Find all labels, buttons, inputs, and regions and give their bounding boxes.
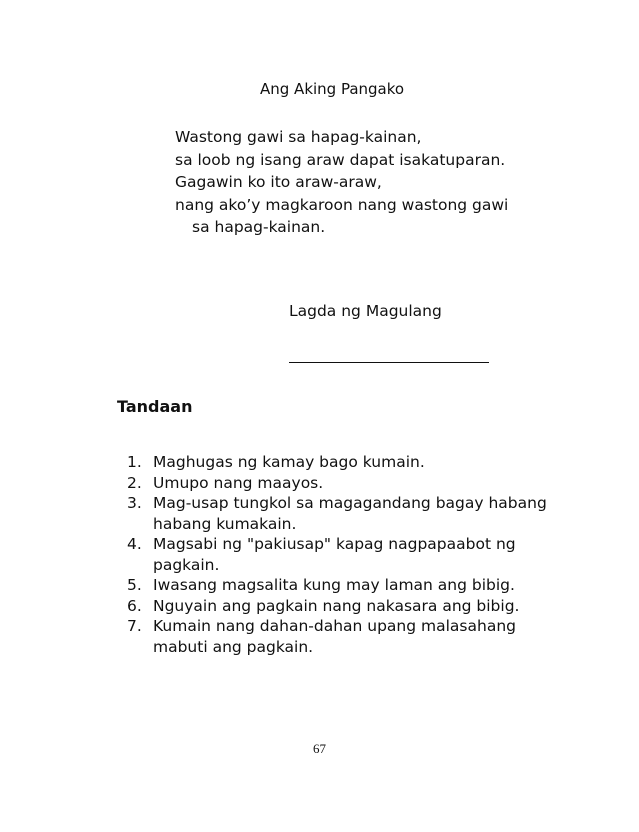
list-item [127, 575, 567, 596]
signature-label: Lagda ng Magulang [289, 302, 442, 320]
list-item-number: 1. [127, 453, 142, 471]
poem-body [175, 126, 508, 239]
list-item-number: 2. [127, 473, 142, 492]
poem-line: sa hapag-kainan. [192, 218, 326, 236]
list-item-text: Nguyain ang pagkain nang nakasara ang bibig. [153, 596, 520, 615]
list-item [127, 616, 567, 657]
list-item-number: 4. [127, 535, 142, 553]
list-item-text: Magsabi ng "pakiusap" kapag nagpapaabot ng pagkain. [153, 535, 516, 574]
list-item [127, 452, 567, 473]
list-item [127, 534, 567, 575]
list-item [127, 596, 567, 617]
reminders-heading: Tandaan [117, 397, 193, 416]
list-item [127, 493, 567, 534]
list-item-number: 6. [127, 596, 142, 615]
poem-line: Wastong gawi sa hapag-kainan, [175, 128, 422, 146]
reminders-list [127, 452, 567, 657]
poem-line: Gagawin ko ito araw-araw, [175, 173, 382, 191]
signature-line [289, 362, 489, 363]
poem-line: nang ako’y magkaroon nang wastong gawi [175, 195, 509, 214]
list-item-text: Mag-usap tungkol sa magagandang bagay habang habang kumakain. [153, 494, 547, 533]
page-number: 67 [313, 741, 326, 756]
poem-title: Ang Aking Pangako [260, 80, 405, 98]
list-item-text: Kumain nang dahan-dahan upang malasahang mabuti ang pagkain. [153, 617, 516, 656]
list-item-text: Iwasang magsalita kung may laman ang bibig. [153, 576, 515, 594]
list-item-text: Umupo nang maayos. [153, 473, 324, 492]
list-item-number: 5. [127, 576, 142, 594]
list-item [127, 473, 567, 494]
list-item-number: 7. [127, 617, 142, 635]
poem-line: sa loob ng isang araw dapat isakatuparan. [175, 150, 506, 169]
list-item-number: 3. [127, 494, 142, 512]
list-item-text: Maghugas ng kamay bago kumain. [153, 453, 425, 471]
